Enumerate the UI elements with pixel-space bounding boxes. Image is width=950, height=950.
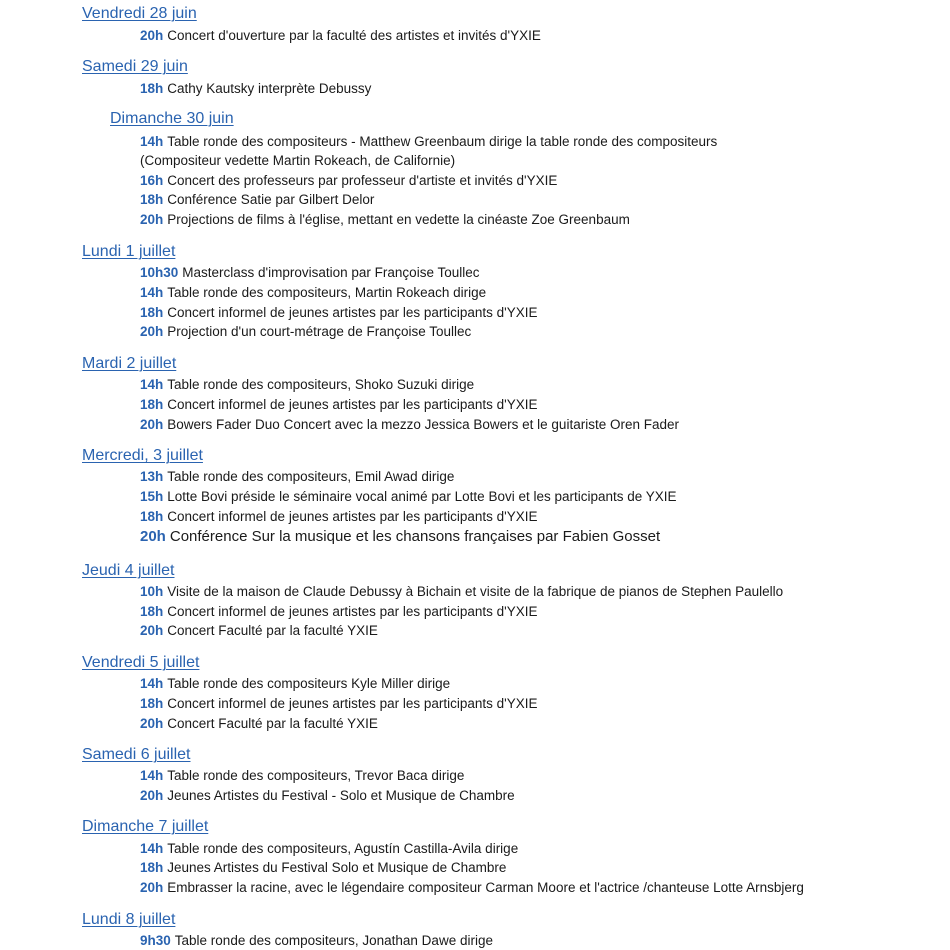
- event-time: 18h: [140, 192, 164, 207]
- event-text: Lotte Bovi préside le séminaire vocal animé par Lotte Bovi et les participants de YXIE: [167, 489, 677, 504]
- event-text: Cathy Kautsky interprète Debussy: [167, 81, 372, 96]
- event-row: [140, 508, 538, 526]
- event-time: 14h: [140, 768, 164, 783]
- day-heading: Vendredi 28 juin: [82, 5, 197, 22]
- day-heading: Lundi 8 juillet: [82, 911, 176, 928]
- event-text: Table ronde des compositeurs, Trevor Baca dirige: [167, 768, 465, 783]
- event-row-continuation: [140, 152, 455, 170]
- event-time: 14h: [140, 377, 164, 392]
- event-row: [140, 932, 493, 950]
- event-row: [140, 323, 471, 341]
- event-row: [140, 191, 374, 209]
- event-text: (Compositeur vedette Martin Rokeach, de Californie): [140, 153, 456, 168]
- event-text: Table ronde des compositeurs, Emil Awad dirige: [167, 469, 455, 484]
- event-time: 18h: [140, 509, 164, 524]
- event-row: [140, 622, 378, 640]
- day-heading: Dimanche 30 juin: [110, 110, 234, 127]
- event-text: Concert des professeurs par professeur d'artiste et invités d'YXIE: [167, 173, 558, 188]
- event-row: [140, 840, 518, 858]
- event-text: Table ronde des compositeurs, Jonathan Dawe dirige: [174, 933, 493, 948]
- event-time: 16h: [140, 173, 164, 188]
- event-time: 18h: [140, 696, 164, 711]
- day-heading: Vendredi 5 juillet: [82, 654, 200, 671]
- event-row: [140, 488, 677, 506]
- event-time: 18h: [140, 860, 164, 875]
- event-row: [140, 264, 479, 282]
- event-text: Projections de films à l'église, mettant en vedette la cinéaste Zoe Greenbaum: [167, 212, 630, 227]
- event-text: Visite de la maison de Claude Debussy à Bichain et visite de la fabrique de pianos de Stephen Paulello: [167, 584, 784, 599]
- event-text: Concert informel de jeunes artistes par les participants d'YXIE: [167, 305, 538, 320]
- event-time: 20h: [140, 528, 166, 545]
- event-row: [140, 133, 717, 151]
- event-time: 18h: [140, 604, 164, 619]
- event-row: [140, 583, 783, 601]
- day-heading: Samedi 6 juillet: [82, 746, 191, 763]
- event-text: Conférence Satie par Gilbert Delor: [167, 192, 375, 207]
- event-text: Table ronde des compositeurs - Matthew Greenbaum dirige la table ronde des compositeurs: [167, 134, 718, 149]
- event-text: Jeunes Artistes du Festival Solo et Musique de Chambre: [167, 860, 507, 875]
- day-heading: Jeudi 4 juillet: [82, 562, 175, 579]
- event-row: [140, 468, 454, 486]
- event-row: [140, 675, 450, 693]
- event-text: Bowers Fader Duo Concert avec la mezzo Jessica Bowers et le guitariste Oren Fader: [167, 417, 679, 432]
- event-text: Table ronde des compositeurs, Martin Rokeach dirige: [167, 285, 487, 300]
- event-text: Concert d'ouverture par la faculté des artistes et invités d'YXIE: [167, 28, 541, 43]
- event-text: Projection d'un court-métrage de Françoise Toullec: [167, 324, 472, 339]
- event-text: Concert informel de jeunes artistes par les participants d'YXIE: [167, 604, 538, 619]
- event-row: [140, 396, 538, 414]
- event-text: Embrasser la racine, avec le légendaire compositeur Carman Moore et l'actrice /chanteuse Lotte Arnsbjerg: [167, 880, 804, 895]
- event-text: Jeunes Artistes du Festival - Solo et Musique de Chambre: [167, 788, 515, 803]
- event-time: 14h: [140, 134, 164, 149]
- day-heading: Dimanche 7 juillet: [82, 818, 209, 835]
- event-text: Concert informel de jeunes artistes par les participants d'YXIE: [167, 397, 538, 412]
- event-time: 18h: [140, 81, 164, 96]
- event-time: 20h: [140, 212, 164, 227]
- event-row: [140, 211, 630, 229]
- event-time: 20h: [140, 716, 164, 731]
- event-text: Concert informel de jeunes artistes par les participants d'YXIE: [167, 509, 538, 524]
- event-time: 14h: [140, 841, 164, 856]
- event-row: [140, 879, 804, 897]
- event-row: [140, 695, 538, 713]
- event-row: [140, 304, 538, 322]
- event-row: [140, 528, 660, 546]
- event-text: Concert informel de jeunes artistes par les participants d'YXIE: [167, 696, 538, 711]
- day-heading: Mercredi, 3 juillet: [82, 447, 203, 464]
- event-time: 13h: [140, 469, 164, 484]
- event-time: 14h: [140, 676, 164, 691]
- event-row: [140, 767, 464, 785]
- event-time: 20h: [140, 28, 164, 43]
- event-time: 20h: [140, 324, 164, 339]
- day-heading: Mardi 2 juillet: [82, 355, 177, 372]
- event-row: [140, 80, 371, 98]
- event-text: Masterclass d'improvisation par Françoise Toullec: [182, 265, 480, 280]
- day-heading: Samedi 29 juin: [82, 58, 188, 75]
- event-time: 10h: [140, 584, 164, 599]
- event-row: [140, 416, 679, 434]
- event-time: 20h: [140, 880, 164, 895]
- event-text: Concert Faculté par la faculté YXIE: [167, 623, 378, 638]
- event-text: Table ronde des compositeurs Kyle Miller dirige: [167, 676, 451, 691]
- event-row: [140, 27, 541, 45]
- event-row: [140, 284, 486, 302]
- event-time: 9h30: [140, 933, 171, 948]
- event-time: 10h30: [140, 265, 179, 280]
- event-row: [140, 172, 557, 190]
- day-heading: Lundi 1 juillet: [82, 243, 176, 260]
- event-time: 20h: [140, 788, 164, 803]
- event-row: [140, 603, 538, 621]
- event-row: [140, 787, 515, 805]
- event-text: Table ronde des compositeurs, Agustín Castilla-Avila dirige: [167, 841, 519, 856]
- event-text: Table ronde des compositeurs, Shoko Suzuki dirige: [167, 377, 475, 392]
- event-time: 14h: [140, 285, 164, 300]
- event-text: Conférence Sur la musique et les chansons françaises par Fabien Gosset: [169, 528, 661, 545]
- event-time: 18h: [140, 397, 164, 412]
- event-row: [140, 859, 506, 877]
- event-text: Concert Faculté par la faculté YXIE: [167, 716, 378, 731]
- event-row: [140, 715, 378, 733]
- event-time: 20h: [140, 417, 164, 432]
- event-time: 15h: [140, 489, 164, 504]
- event-row: [140, 376, 474, 394]
- event-time: 20h: [140, 623, 164, 638]
- event-time: 18h: [140, 305, 164, 320]
